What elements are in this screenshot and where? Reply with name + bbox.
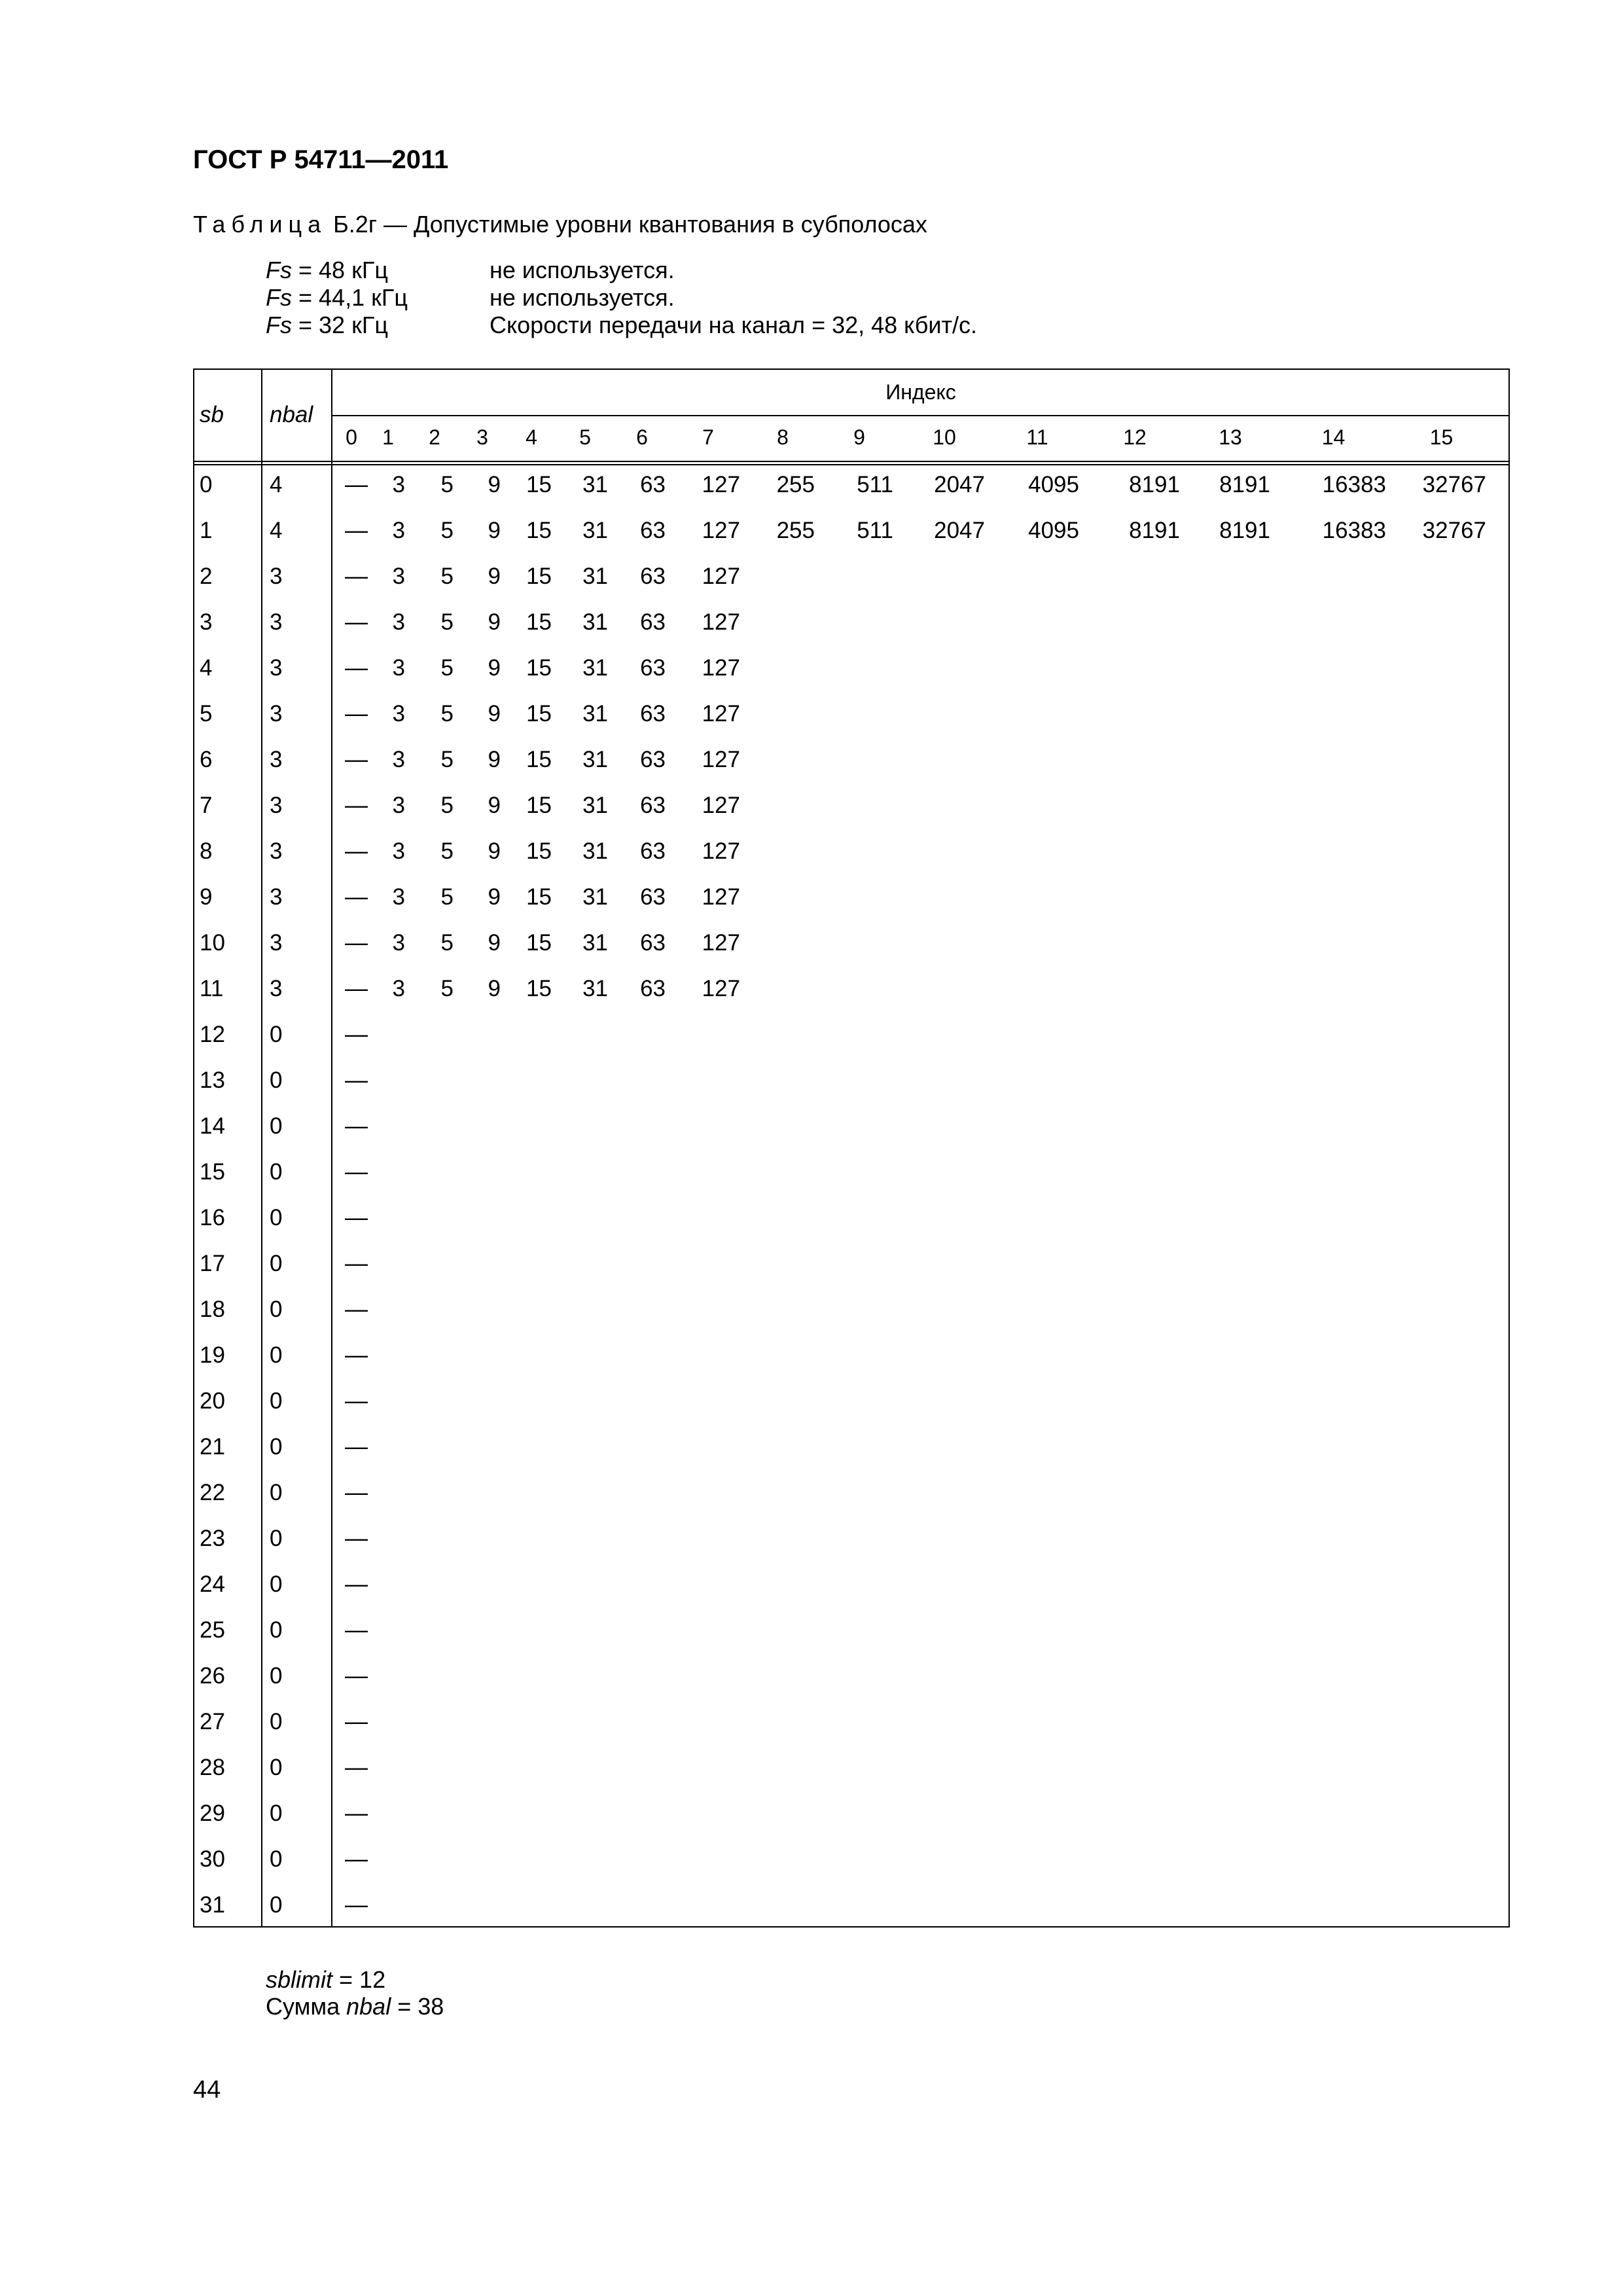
- index-header-6: 6: [636, 425, 648, 449]
- table-cell-sb: 11: [200, 976, 224, 1001]
- table-cell-value: 15: [526, 838, 552, 864]
- table-cell-nbal: 0: [270, 1342, 283, 1368]
- table-cell-sb: 23: [200, 1526, 225, 1551]
- table-cell-sb: 27: [200, 1709, 225, 1734]
- table-caption: [193, 211, 927, 238]
- table-cell-value: —: [345, 1892, 368, 1918]
- index-header-5: 5: [579, 425, 591, 449]
- table-cell-value: 3: [392, 472, 405, 497]
- nbal-sum-note: Сумма nbal = 38: [266, 1993, 444, 2020]
- table-cell-sb: 4: [200, 655, 213, 681]
- table-cell-value: 5: [440, 884, 454, 910]
- index-header-14: 14: [1321, 425, 1346, 449]
- table-cell-value: 15: [526, 701, 552, 726]
- index-header-13: 13: [1219, 425, 1242, 449]
- table-cell-nbal: 3: [270, 655, 283, 681]
- table-cell-sb: 22: [200, 1480, 225, 1505]
- table-cell-value: —: [345, 1159, 368, 1185]
- table-cell-nbal: 0: [270, 1617, 283, 1643]
- index-header-12: 12: [1123, 425, 1147, 449]
- index-header-2: 2: [429, 425, 440, 449]
- table-cell-sb: 12: [200, 1022, 225, 1047]
- table-cell-value: —: [345, 838, 368, 864]
- table-cell-value: 5: [440, 838, 454, 864]
- table-cell-sb: 3: [200, 609, 213, 635]
- table-cell-value: 3: [392, 564, 405, 589]
- table-cell-nbal: 0: [270, 1801, 283, 1826]
- table-cell-value: 15: [526, 930, 552, 956]
- table-cell-value: —: [345, 1067, 368, 1093]
- table-cell-value: 31: [582, 793, 608, 818]
- table-cell-sb: 13: [200, 1067, 225, 1093]
- index-header-9: 9: [853, 425, 865, 449]
- table-cell-value: 5: [440, 609, 454, 635]
- table-cell-value: 127: [702, 793, 740, 818]
- table-cell-value: 63: [640, 793, 666, 818]
- table-cell-value: 15: [526, 793, 552, 818]
- table-cell-value: 9: [488, 838, 501, 864]
- table-cell-nbal: 0: [270, 1067, 283, 1093]
- table-caption-number: Б.2г: [333, 211, 377, 238]
- table-cell-value: —: [345, 1434, 368, 1460]
- table-cell-nbal: 3: [270, 793, 283, 818]
- table-cell-value: —: [345, 564, 368, 589]
- table-cell-nbal: 4: [270, 518, 283, 543]
- sblimit-note: sblimit = 12: [266, 1966, 386, 1993]
- table-cell-sb: 15: [200, 1159, 225, 1185]
- param-label-fs32: Fs = 32 кГц: [266, 312, 388, 338]
- table-cell-nbal: 3: [270, 976, 283, 1001]
- table-cell-value: 63: [640, 564, 666, 589]
- table-cell-nbal: 0: [270, 1434, 283, 1460]
- column-header-nbal: nbal: [270, 402, 313, 427]
- table-cell-nbal: 0: [270, 1526, 283, 1551]
- table-cell-nbal: 3: [270, 609, 283, 635]
- index-header-8: 8: [777, 425, 789, 449]
- table-cell-sb: 19: [200, 1342, 225, 1368]
- table-cell-sb: 10: [200, 930, 225, 956]
- table-cell-value: 127: [702, 930, 740, 956]
- table-cell-value: 63: [640, 838, 666, 864]
- table-cell-nbal: 0: [270, 1571, 283, 1597]
- table-cell-nbal: 0: [270, 1205, 283, 1230]
- table-cell-value: —: [345, 1388, 368, 1414]
- table-cell-value: 63: [640, 518, 666, 543]
- document-code-header: ГОСТ Р 54711—2011: [193, 145, 449, 174]
- table-cell-sb: 0: [200, 472, 213, 497]
- table-cell-sb: 9: [200, 884, 213, 910]
- table-cell-value: 255: [776, 472, 815, 497]
- index-header-0: 0: [346, 425, 357, 449]
- table-caption-prefix: Таблица: [193, 211, 327, 238]
- table-cell-value: —: [345, 1480, 368, 1505]
- table-cell-value: —: [345, 884, 368, 910]
- index-header-1: 1: [382, 425, 394, 449]
- table-cell-sb: 14: [200, 1113, 225, 1139]
- index-header-11: 11: [1026, 425, 1048, 449]
- table-cell-value: —: [345, 609, 368, 635]
- table-cell-value: 127: [702, 976, 740, 1001]
- index-header-15: 15: [1429, 425, 1454, 449]
- table-caption-title: — Допустимые уровни квантования в субполосах: [376, 211, 927, 238]
- table-cell-sb: 1: [200, 518, 213, 543]
- table-cell-nbal: 0: [270, 1297, 283, 1322]
- table-cell-nbal: 0: [270, 1480, 283, 1505]
- table-cell-sb: 21: [200, 1434, 225, 1460]
- table-cell-value: 63: [640, 609, 666, 635]
- table-cell-nbal: 0: [270, 1709, 283, 1734]
- table-cell-value: 15: [526, 747, 552, 772]
- table-cell-nbal: 0: [270, 1159, 283, 1185]
- page-number: 44: [193, 2076, 221, 2104]
- table-cell-value: 3: [392, 655, 405, 681]
- table-cell-value: 15: [526, 518, 552, 543]
- table-cell-value: 32767: [1422, 472, 1486, 497]
- table-cell-value: 9: [488, 701, 501, 726]
- table-cell-value: 3: [392, 701, 405, 726]
- table-cell-value: —: [345, 793, 368, 818]
- table-cell-value: 3: [392, 518, 405, 543]
- table-cell-value: 2047: [934, 518, 985, 543]
- table-cell-value: 8191: [1129, 518, 1180, 543]
- param-label-fs48: Fs = 48 кГц: [266, 257, 388, 283]
- table-cell-value: 31: [582, 976, 608, 1001]
- table-cell-value: 2047: [934, 472, 985, 497]
- table-cell-nbal: 3: [270, 884, 283, 910]
- table-cell-value: 9: [488, 472, 501, 497]
- table-cell-value: 15: [526, 976, 552, 1001]
- table-cell-sb: 26: [200, 1663, 225, 1689]
- table-cell-value: 31: [582, 884, 608, 910]
- table-cell-nbal: 0: [270, 1022, 283, 1047]
- table-cell-value: 8191: [1219, 472, 1270, 497]
- table-cell-value: 15: [526, 655, 552, 681]
- table-cell-value: —: [345, 1022, 368, 1047]
- table-cell-sb: 20: [200, 1388, 225, 1414]
- table-cell-value: 9: [488, 564, 501, 589]
- table-cell-value: 3: [392, 930, 405, 956]
- table-cell-value: 511: [857, 472, 893, 497]
- param-value-fs48: не используется.: [490, 257, 675, 283]
- table-cell-value: —: [345, 747, 368, 772]
- table-cell-value: 9: [488, 655, 501, 681]
- index-header-4: 4: [526, 425, 537, 449]
- table-cell-value: 5: [440, 518, 454, 543]
- table-cell-value: 255: [776, 518, 815, 543]
- index-header-10: 10: [933, 425, 956, 449]
- table-cell-value: 9: [488, 793, 501, 818]
- table-cell-value: 9: [488, 884, 501, 910]
- table-cell-nbal: 0: [270, 1113, 283, 1139]
- table-cell-value: 31: [582, 930, 608, 956]
- table-cell-value: 127: [702, 747, 740, 772]
- table-cell-value: 5: [440, 976, 454, 1001]
- table-cell-value: —: [345, 701, 368, 726]
- table-cell-value: 4095: [1028, 472, 1079, 497]
- table-cell-value: —: [345, 1251, 368, 1276]
- table-cell-sb: 31: [200, 1892, 225, 1918]
- table-cell-sb: 5: [200, 701, 213, 726]
- table-cell-value: 9: [488, 976, 501, 1001]
- table-cell-value: 16383: [1322, 518, 1386, 543]
- table-cell-nbal: 3: [270, 747, 283, 772]
- table-cell-value: 3: [392, 884, 405, 910]
- table-cell-value: —: [345, 1113, 368, 1139]
- table-cell-nbal: 0: [270, 1251, 283, 1276]
- table-cell-value: —: [345, 1342, 368, 1368]
- table-cell-value: —: [345, 930, 368, 956]
- table-cell-sb: 8: [200, 838, 213, 864]
- table-cell-value: 127: [702, 884, 740, 910]
- table-cell-value: —: [345, 1709, 368, 1734]
- table-cell-value: —: [345, 1663, 368, 1689]
- table-cell-value: —: [345, 1846, 368, 1872]
- table-cell-value: 8191: [1129, 472, 1180, 497]
- table-cell-sb: 17: [200, 1251, 225, 1276]
- param-label-fs44: Fs = 44,1 кГц: [266, 284, 408, 311]
- table-cell-value: 63: [640, 976, 666, 1001]
- table-cell-value: 127: [702, 564, 740, 589]
- table-cell-sb: 29: [200, 1801, 225, 1826]
- table-cell-value: 15: [526, 609, 552, 635]
- table-cell-value: 3: [392, 793, 405, 818]
- table-cell-value: 5: [440, 655, 454, 681]
- table-cell-value: —: [345, 518, 368, 543]
- table-cell-value: 63: [640, 701, 666, 726]
- table-cell-sb: 6: [200, 747, 213, 772]
- column-header-index-group: Индекс: [885, 380, 956, 404]
- table-cell-value: 63: [640, 930, 666, 956]
- table-cell-sb: 28: [200, 1755, 225, 1780]
- column-header-sb: sb: [200, 402, 224, 427]
- table-cell-value: 5: [440, 472, 454, 497]
- table-cell-value: 127: [702, 701, 740, 726]
- table-cell-value: —: [345, 1205, 368, 1230]
- table-cell-value: —: [345, 1755, 368, 1780]
- table-cell-value: 3: [392, 838, 405, 864]
- table-cell-value: —: [345, 976, 368, 1001]
- table-cell-value: —: [345, 472, 368, 497]
- table-cell-value: 15: [526, 884, 552, 910]
- index-header-7: 7: [702, 425, 714, 449]
- table-cell-value: 3: [392, 976, 405, 1001]
- table-cell-value: 31: [582, 609, 608, 635]
- table-cell-value: 5: [440, 793, 454, 818]
- table-cell-value: 127: [702, 472, 740, 497]
- table-cell-value: —: [345, 655, 368, 681]
- table-grid-lines: [193, 368, 1510, 1928]
- table-cell-value: 8191: [1219, 518, 1270, 543]
- table-cell-value: 9: [488, 747, 501, 772]
- index-header-3: 3: [476, 425, 488, 449]
- table-cell-value: 31: [582, 655, 608, 681]
- table-cell-nbal: 0: [270, 1755, 283, 1780]
- table-cell-value: 9: [488, 930, 501, 956]
- table-cell-value: 63: [640, 747, 666, 772]
- table-cell-nbal: 0: [270, 1892, 283, 1918]
- table-cell-value: 31: [582, 518, 608, 543]
- table-cell-sb: 16: [200, 1205, 225, 1230]
- table-cell-value: 32767: [1422, 518, 1486, 543]
- table-cell-value: 127: [702, 518, 740, 543]
- table-cell-value: 63: [640, 472, 666, 497]
- table-cell-nbal: 3: [270, 838, 283, 864]
- table-cell-sb: 7: [200, 793, 213, 818]
- table-cell-nbal: 3: [270, 564, 283, 589]
- table-cell-value: 63: [640, 884, 666, 910]
- table-cell-value: 63: [640, 655, 666, 681]
- table-cell-value: —: [345, 1526, 368, 1551]
- table-cell-value: 127: [702, 655, 740, 681]
- table-cell-nbal: 0: [270, 1846, 283, 1872]
- table-cell-sb: 24: [200, 1571, 225, 1597]
- table-cell-value: 16383: [1322, 472, 1386, 497]
- table-cell-value: 5: [440, 564, 454, 589]
- table-cell-value: 9: [488, 609, 501, 635]
- table-cell-value: 5: [440, 747, 454, 772]
- table-cell-value: 31: [582, 701, 608, 726]
- table-cell-nbal: 3: [270, 930, 283, 956]
- table-cell-sb: 30: [200, 1846, 225, 1872]
- table-cell-value: 31: [582, 472, 608, 497]
- table-cell-value: 15: [526, 564, 552, 589]
- table-cell-value: 15: [526, 472, 552, 497]
- table-cell-value: —: [345, 1571, 368, 1597]
- table-cell-value: 5: [440, 701, 454, 726]
- table-cell-sb: 18: [200, 1297, 225, 1322]
- table-cell-value: 31: [582, 564, 608, 589]
- param-value-fs44: не используется.: [490, 284, 675, 311]
- table-cell-value: —: [345, 1617, 368, 1643]
- table-cell-nbal: 0: [270, 1388, 283, 1414]
- table-cell-nbal: 0: [270, 1663, 283, 1689]
- table-cell-sb: 25: [200, 1617, 225, 1643]
- table-cell-value: 511: [857, 518, 893, 543]
- quantization-levels-table: [193, 368, 1510, 1928]
- table-cell-value: 31: [582, 838, 608, 864]
- table-cell-value: 4095: [1028, 518, 1079, 543]
- table-cell-value: 31: [582, 747, 608, 772]
- table-cell-sb: 2: [200, 564, 213, 589]
- table-cell-value: —: [345, 1297, 368, 1322]
- table-cell-value: 127: [702, 609, 740, 635]
- table-cell-value: 9: [488, 518, 501, 543]
- param-value-fs32: Скорости передачи на канал = 32, 48 кбит/с.: [490, 312, 977, 338]
- table-cell-value: 5: [440, 930, 454, 956]
- table-cell-value: 127: [702, 838, 740, 864]
- table-cell-value: —: [345, 1801, 368, 1826]
- table-cell-nbal: 4: [270, 472, 283, 497]
- table-cell-value: 3: [392, 747, 405, 772]
- table-cell-nbal: 3: [270, 701, 283, 726]
- table-cell-value: 3: [392, 609, 405, 635]
